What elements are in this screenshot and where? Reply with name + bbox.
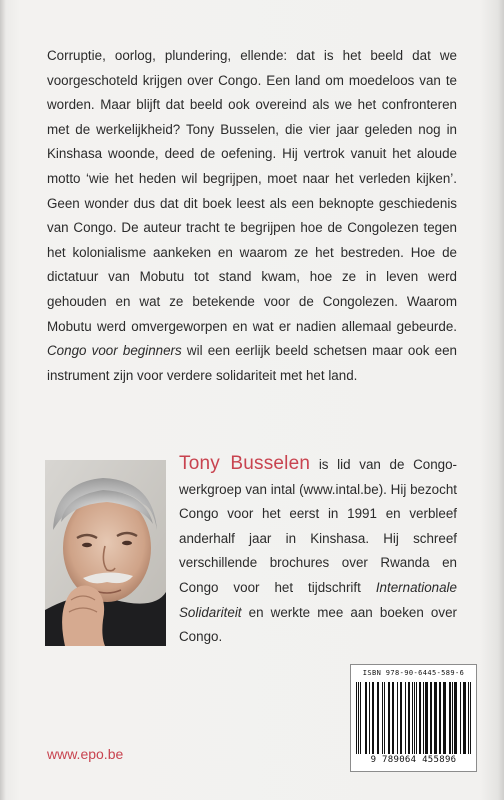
barcode-bar bbox=[463, 682, 466, 754]
barcode-bar bbox=[460, 682, 461, 754]
barcode-bar bbox=[449, 682, 451, 754]
bio-magazine-title: Internationale Solidariteit bbox=[179, 579, 457, 620]
blurb-text-before: Corruptie, oorlog, plundering, ellende: dat is het beeld dat we voorgeschoteld krijgen over Congo. Een land om moedeloos van te worden. Maar blijft dat beeld ook overeind als we het confronteren met de werkelijkheid? Tony Busselen, die vier jaar geleden nog in Kinshasa woonde, deed de oefening. Hij vertrok vanuit het aloude motto ‘wie het heden wil begrijpen, moet naar het verleden kijken’. Geen wonder dus dat dit boek leest als een beknopte geschiedenis van Congo. De auteur tracht te begrijpen hoe de Congolezen tegen het kolonialisme aankeken en waarom ze het bestreden. Hoe de dictatuur van Mobutu tot stand kwam, hoe ze in leven werd gehouden en wat ze betekende voor de Congolezen. Waarom Mobutu werd omvergeworpen en wat er nadien allemaal gebeurde. bbox=[47, 48, 457, 334]
isbn-label: ISBN 978-90-6445-589-6 bbox=[362, 669, 465, 677]
barcode-bar bbox=[443, 682, 446, 754]
author-portrait-image bbox=[45, 460, 166, 646]
publisher-website[interactable]: www.epo.be bbox=[47, 746, 124, 762]
blurb-book-title: Congo voor beginners bbox=[47, 343, 182, 359]
barcode-bar bbox=[468, 682, 469, 754]
barcode-bar bbox=[425, 682, 428, 754]
barcode-bar bbox=[392, 682, 394, 754]
barcode-bar bbox=[454, 682, 457, 754]
barcode-bar bbox=[369, 682, 370, 754]
barcode-bar bbox=[439, 682, 441, 754]
author-bio bbox=[179, 452, 457, 650]
barcode-bar bbox=[405, 682, 406, 754]
barcode-bar bbox=[382, 682, 383, 754]
barcode-bar bbox=[412, 682, 413, 754]
blurb-text-after: wil een eerlijk beeld schetsen maar ook een instrument zijn voor verdere solidariteit met het land. bbox=[47, 343, 458, 383]
barcode-bar bbox=[384, 682, 385, 754]
barcode-bars bbox=[356, 682, 471, 754]
barcode-bar bbox=[372, 682, 374, 754]
barcode-bar bbox=[400, 682, 402, 754]
barcode-bar bbox=[377, 682, 379, 754]
barcode-bar bbox=[430, 682, 432, 754]
barcode-bar bbox=[470, 682, 471, 754]
barcode-bar bbox=[365, 682, 367, 754]
bio-part-2: en werkte mee aan boeken over Congo. bbox=[179, 604, 457, 645]
barcode-bar bbox=[388, 682, 390, 754]
barcode-bar bbox=[397, 682, 398, 754]
barcode-bar bbox=[356, 682, 357, 754]
barcode-bar bbox=[423, 682, 424, 754]
bio-part-1: is lid van de Congo-werkgroep van intal (www.intal.be). Hij bezocht Congo voor het eerst in 1991 en verbleef anderhalf jaar in Kinshasa. Hij schreef verschillende brochures over Rwanda en Congo voor het tijdschrift bbox=[179, 457, 457, 595]
isbn-barcode bbox=[350, 664, 477, 772]
barcode-bar bbox=[452, 682, 453, 754]
book-blurb bbox=[47, 44, 457, 388]
ean-digits: 9 789064 455896 bbox=[370, 755, 457, 765]
barcode-bar bbox=[408, 682, 410, 754]
barcode-bar bbox=[419, 682, 421, 754]
barcode-bar bbox=[416, 682, 417, 754]
barcode-bar bbox=[414, 682, 415, 754]
barcode-bar bbox=[434, 682, 437, 754]
author-photo bbox=[45, 460, 166, 646]
barcode-bar bbox=[358, 682, 359, 754]
author-name: Tony Busselen bbox=[179, 453, 311, 474]
barcode-bar bbox=[360, 682, 361, 754]
